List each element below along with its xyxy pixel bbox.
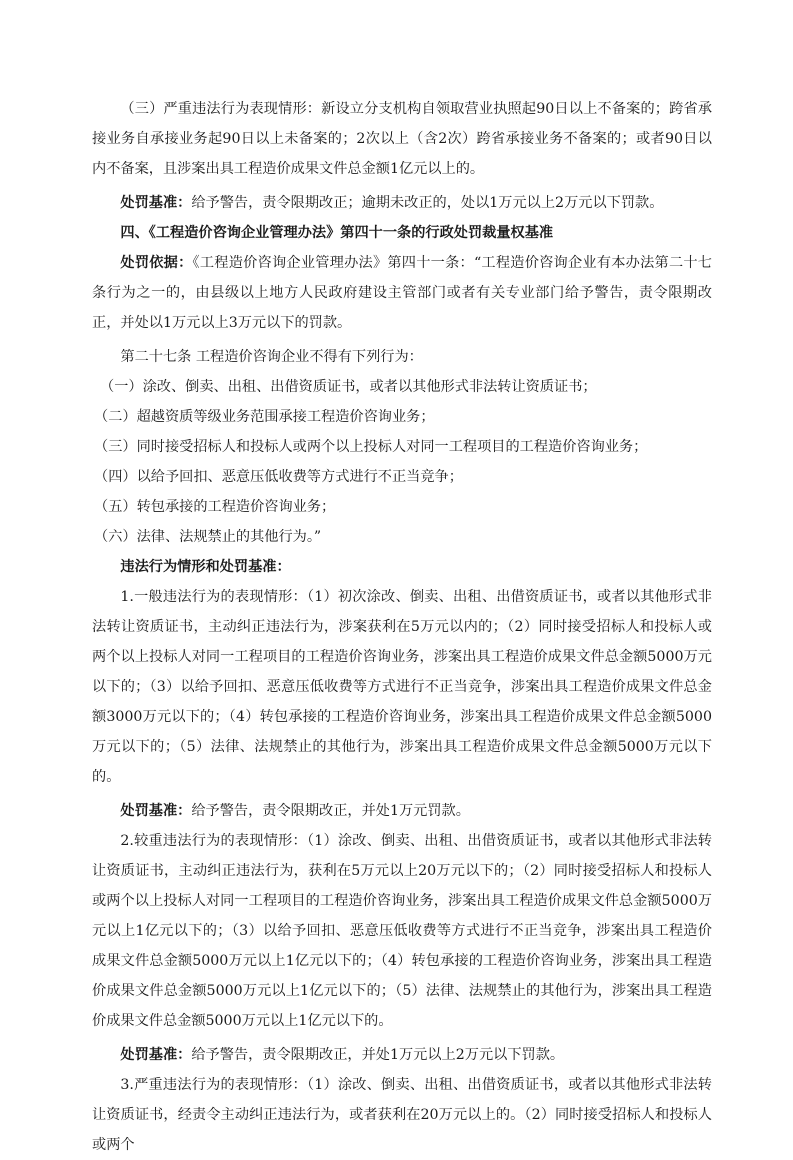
penalty-basis xyxy=(92,248,712,338)
penalty-basis-text: 《工程造价咨询企业管理办法》第四十一条：“工程造价咨询企业有本办法第二十七条行为之一的，由县级以上地方人民政府建设主管部门或者有关专业部门给予警告，责令限期改正，并处以1万元以上3万元以下的罚款。 xyxy=(92,255,712,331)
list-item-2: （二）超越资质等级业务范围承接工程造价咨询业务； xyxy=(94,409,435,425)
section-heading-violations: 违法行为情形和处罚基准： xyxy=(120,559,291,575)
paragraph-general-violation: 1.一般违法行为的表现情形：（1）初次涂改、倒卖、出租、出借资质证书，或者以其他形式非法转让资质证书，主动纠正违法行为，涉案获利在5万元以内的；（2）同时接受招标人和投标人或两个以上投标人对同一工程项目的工程造价咨询业务，涉案出具工程造价成果文件总金额5000万元以下的；（3）以给予回扣、恶意压低收费等方式进行不正当竞争，涉案出具工程造价成果文件总金额3000万元以下的；（4）转包承接的工程造价咨询业务，涉案出具工程造价成果文件总金额5000万元以下的；（5）法律、法规禁止的其他行为，涉案出具工程造价成果文件总金额5000万元以下的。 xyxy=(92,589,712,785)
list-item-6: （六）法律、法规禁止的其他行为。” xyxy=(94,529,322,545)
penalty-standard-text: 给予警告，责令限期改正；逾期未改正的，处以1万元以上2万元以下罚款。 xyxy=(191,195,664,211)
paragraph-severe-branch-filing: （三）严重违法行为表现情形：新设立分支机构自领取营业执照起90日以上不备案的；跨省承接业务自承接业务起90日以上未备案的；2次以上（含2次）跨省承接业务不备案的；或者90日以内不备案，且涉案出具工程造价成果文件总金额1亿元以上的。 xyxy=(92,101,712,177)
penalty-standard-1 xyxy=(92,188,712,218)
penalty-standard-label: 处罚基准： xyxy=(120,803,192,819)
paragraph-serious-violation: 2.较重违法行为的表现情形：（1）涂改、倒卖、出租、出借资质证书，或者以其他形式非法转让资质证书，主动纠正违法行为，获利在5万元以上20万元以下的；（2）同时接受招标人和投标人或两个以上投标人对同一工程项目的工程造价咨询业务，涉案出具工程造价成果文件总金额5000万元以上1亿元以下的；（3）以给予回扣、恶意压低收费等方式进行不正当竞争，涉案出具工程造价成果文件总金额5000万元以上1亿元以下的；（4）转包承接的工程造价咨询业务，涉案出具工程造价成果文件总金额5000万元以上1亿元以下的；（5）法律、法规禁止的其他行为，涉案出具工程造价成果文件总金额5000万元以上1亿元以下的。 xyxy=(92,833,712,1029)
paragraph-severe-violation: 3.严重违法行为的表现情形：（1）涂改、倒卖、出租、出借资质证书，或者以其他形式非法转让资质证书，经责令主动纠正违法行为，或者获利在20万元以上的。（2）同时接受招标人和投标人或两个 xyxy=(92,1077,712,1153)
article-27-intro: 第二十七条 工程造价咨询企业不得有下列行为： xyxy=(120,349,423,365)
penalty-standard-label: 处罚基准： xyxy=(120,195,192,211)
list-item-5: （五）转包承接的工程造价咨询业务； xyxy=(94,499,336,515)
penalty-standard-text: 给予警告，责令限期改正，并处1万元以上2万元以下罚款。 xyxy=(191,1047,565,1063)
list-item-4: （四）以给予回扣、恶意压低收费等方式进行不正当竞争； xyxy=(94,469,463,485)
penalty-standard-text: 给予警告，责令限期改正，并处1万元罚款。 xyxy=(191,803,470,819)
section-heading-article-41: 四、《工程造价咨询企业管理办法》第四十一条的行政处罚裁量权基准 xyxy=(120,225,554,241)
penalty-standard-label: 处罚基准： xyxy=(120,1047,192,1063)
list-item-1: （一）涂改、倒卖、出租、出借资质证书，或者以其他形式非法转让资质证书； xyxy=(100,379,597,395)
penalty-basis-label: 处罚依据： xyxy=(120,255,193,271)
penalty-standard-2 xyxy=(92,796,712,826)
penalty-standard-3 xyxy=(92,1040,712,1070)
document-page xyxy=(92,94,712,1160)
list-item-3: （三）同时接受招标人和投标人或两个以上投标人对同一工程项目的工程造价咨询业务； xyxy=(94,439,648,455)
